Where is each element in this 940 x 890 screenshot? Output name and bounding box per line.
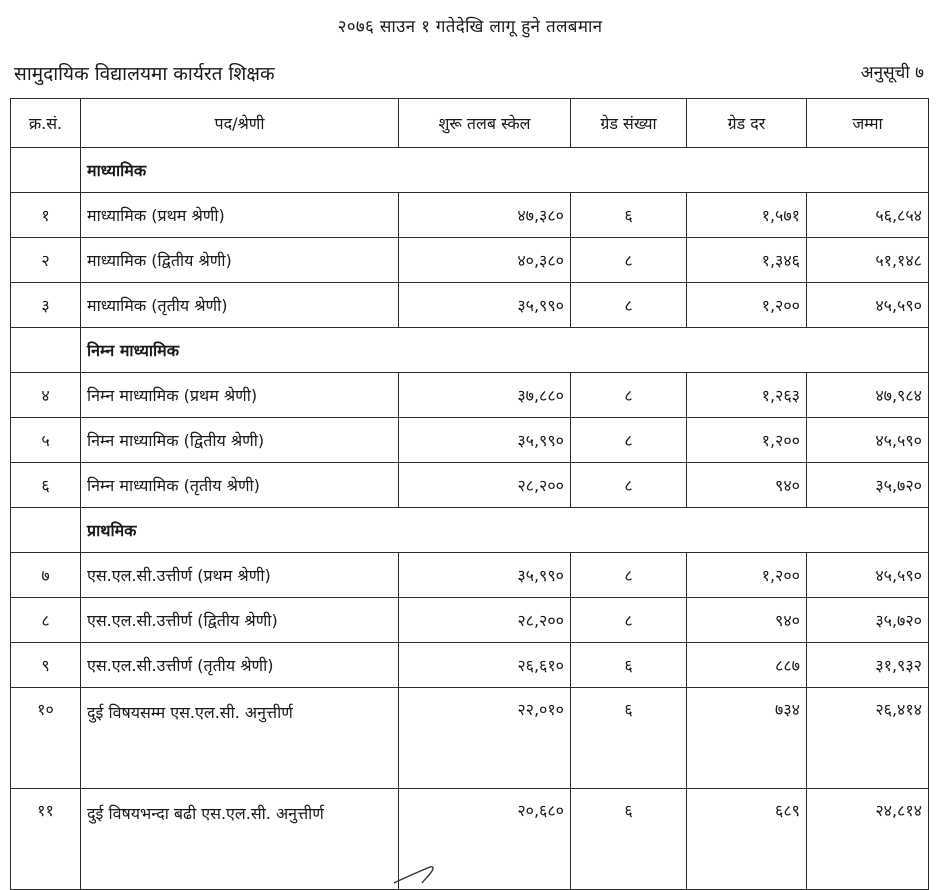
row-grade-count: ८	[571, 553, 687, 598]
section-title: सामुदायिक विद्यालयमा कार्यरत शिक्षक	[14, 63, 275, 85]
row-grade-count: ८	[571, 598, 687, 643]
signature-mark	[392, 862, 438, 884]
row-grade-count: ८	[571, 373, 687, 418]
row-grade-rate: १,२००	[687, 283, 807, 328]
row-sn: ९	[11, 643, 81, 688]
row-grade-count: ८	[571, 418, 687, 463]
col-header-total: जम्मा	[807, 99, 929, 148]
row-start-salary: ३७,८८०	[399, 373, 571, 418]
row-grade-rate: ८८७	[687, 643, 807, 688]
row-grade-count: ६	[571, 688, 687, 789]
salary-table	[10, 98, 929, 890]
row-total: ३५,७२०	[807, 598, 929, 643]
row-total: ५६,८५४	[807, 193, 929, 238]
row-grade-count: ८	[571, 463, 687, 508]
row-start-salary: २६,६१०	[399, 643, 571, 688]
group-spacer	[11, 328, 81, 373]
col-header-grade-rate: ग्रेड दर	[687, 99, 807, 148]
row-total: ५१,१४८	[807, 238, 929, 283]
table-row	[11, 688, 929, 789]
table-row	[11, 598, 929, 643]
row-start-salary: ३५,९९०	[399, 418, 571, 463]
row-grade-rate: ९४०	[687, 598, 807, 643]
table-row	[11, 643, 929, 688]
row-post: एस.एल.सी.उत्तीर्ण (द्वितीय श्रेणी)	[81, 598, 399, 643]
row-start-salary: २८,२००	[399, 463, 571, 508]
row-total: २४,८१४	[807, 789, 929, 890]
row-grade-count: ६	[571, 643, 687, 688]
table-row	[11, 553, 929, 598]
table-row	[11, 789, 929, 890]
table-row	[11, 463, 929, 508]
table-row	[11, 373, 929, 418]
row-total: ३१,९३२	[807, 643, 929, 688]
row-sn: ८	[11, 598, 81, 643]
group-spacer	[11, 148, 81, 193]
row-total: २६,४१४	[807, 688, 929, 789]
group-label: प्राथमिक	[81, 508, 929, 553]
row-total: ४५,५९०	[807, 553, 929, 598]
row-total: ४५,५९०	[807, 283, 929, 328]
row-post: माध्यामिक (तृतीय श्रेणी)	[81, 283, 399, 328]
table-row	[11, 238, 929, 283]
row-grade-rate: १,३४६	[687, 238, 807, 283]
row-total: ४५,५९०	[807, 418, 929, 463]
group-label: माध्यामिक	[81, 148, 929, 193]
row-grade-count: ८	[571, 238, 687, 283]
row-sn: ४	[11, 373, 81, 418]
row-post: निम्न माध्यामिक (प्रथम श्रेणी)	[81, 373, 399, 418]
row-sn: ५	[11, 418, 81, 463]
group-label: निम्न माध्यामिक	[81, 328, 929, 373]
table-header-row	[11, 99, 929, 148]
row-grade-rate: १,२००	[687, 418, 807, 463]
row-post: एस.एल.सी.उत्तीर्ण (तृतीय श्रेणी)	[81, 643, 399, 688]
row-sn: १	[11, 193, 81, 238]
row-sn: २	[11, 238, 81, 283]
row-post: माध्यामिक (द्वितीय श्रेणी)	[81, 238, 399, 283]
row-sn: ११	[11, 789, 81, 890]
row-start-salary: २२,०१०	[399, 688, 571, 789]
col-header-post: पद/श्रेणी	[81, 99, 399, 148]
row-grade-rate: ९४०	[687, 463, 807, 508]
row-post: दुई विषयसम्म एस.एल.सी. अनुत्तीर्ण	[81, 688, 399, 789]
row-start-salary: ४७,३८०	[399, 193, 571, 238]
row-sn: ७	[11, 553, 81, 598]
row-grade-rate: १,५७१	[687, 193, 807, 238]
col-header-sn: क्र.सं.	[11, 99, 81, 148]
row-grade-rate: ७३४	[687, 688, 807, 789]
group-row-primary	[11, 508, 929, 553]
row-post: निम्न माध्यामिक (द्वितीय श्रेणी)	[81, 418, 399, 463]
row-start-salary: २०,६८०	[399, 789, 571, 890]
group-row-lower-secondary	[11, 328, 929, 373]
row-post: माध्यामिक (प्रथम श्रेणी)	[81, 193, 399, 238]
row-post: एस.एल.सी.उत्तीर्ण (प्रथम श्रेणी)	[81, 553, 399, 598]
row-total: ४७,९८४	[807, 373, 929, 418]
row-grade-count: ६	[571, 789, 687, 890]
annex-label: अनुसूची ७	[860, 63, 924, 83]
row-total: ३५,७२०	[807, 463, 929, 508]
row-start-salary: ४०,३८०	[399, 238, 571, 283]
col-header-start-salary: शुरू तलब स्केल	[399, 99, 571, 148]
table-row	[11, 418, 929, 463]
row-grade-count: ६	[571, 193, 687, 238]
row-sn: १०	[11, 688, 81, 789]
row-start-salary: ३५,९९०	[399, 553, 571, 598]
table-row	[11, 283, 929, 328]
row-grade-rate: १,२६३	[687, 373, 807, 418]
group-spacer	[11, 508, 81, 553]
col-header-grade-count: ग्रेड संख्या	[571, 99, 687, 148]
row-post: दुई विषयभन्दा बढी एस.एल.सी. अनुत्तीर्ण	[81, 789, 399, 890]
row-grade-rate: ६८९	[687, 789, 807, 890]
row-start-salary: ३५,९९०	[399, 283, 571, 328]
table-row	[11, 193, 929, 238]
row-start-salary: २८,२००	[399, 598, 571, 643]
row-grade-count: ८	[571, 283, 687, 328]
page-title: २०७६ साउन १ गतेदेखि लागू हुने तलबमान	[337, 17, 603, 37]
row-post: निम्न माध्यामिक (तृतीय श्रेणी)	[81, 463, 399, 508]
row-grade-rate: १,२००	[687, 553, 807, 598]
row-sn: ३	[11, 283, 81, 328]
group-row-secondary	[11, 148, 929, 193]
row-sn: ६	[11, 463, 81, 508]
